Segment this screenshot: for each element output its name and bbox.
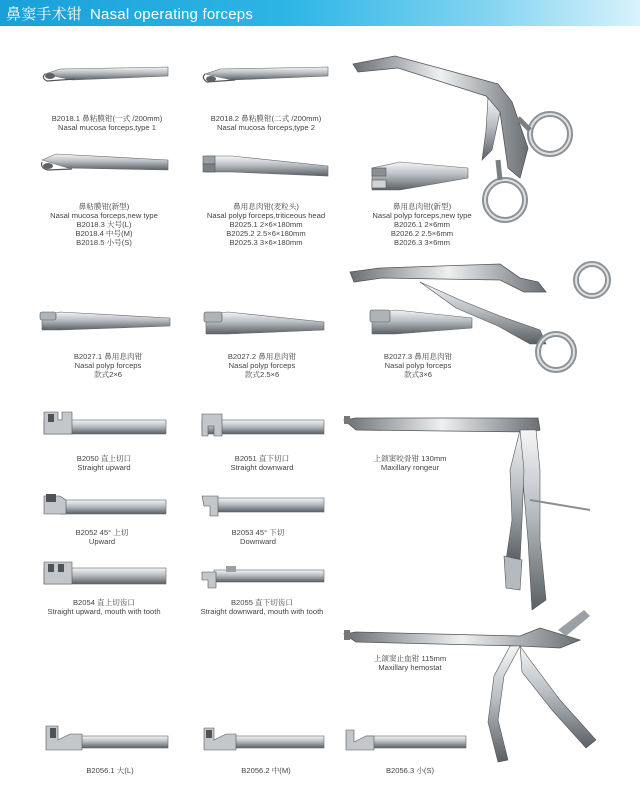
b2056-3-punch-image <box>346 730 466 750</box>
caption-b2053: B2053 45° 下切 Downward <box>231 528 285 546</box>
b2055-punch-image <box>202 566 324 588</box>
caption-b2027-3: B2027.3 鼻用息肉钳 Nasal polyp forceps 款式3×6 <box>383 352 453 379</box>
b2027-1-forceps-image <box>40 312 170 330</box>
caption-b2055: B2055 直下切齿口 Straight downward, mouth with tooth <box>200 598 324 616</box>
b2027-2-forceps-image <box>204 312 324 334</box>
b2056-1-punch-image <box>46 726 168 750</box>
b2025-polyp-forceps-image <box>203 156 328 176</box>
b2027-3-forceps-image <box>370 310 472 334</box>
b2056-2-punch-image <box>204 728 324 750</box>
caption-b2050: B2050 直上切口 Straight upward <box>76 454 132 472</box>
large-polyp-forceps-image <box>353 56 570 220</box>
caption-b2052: B2052 45° 上切 Upward <box>75 528 129 546</box>
caption-b2025: 鼻用息肉钳(麦粒头) Nasal polyp forceps,triticeous head B2025.1 2×6×180mm B2025.2 2.5×6×180mm B2025.3 3×6×180mm <box>206 202 326 247</box>
maxillary-rongeur-image <box>344 416 590 610</box>
b2053-punch-image <box>202 496 324 516</box>
caption-b2051: B2051 直下切口 Straight downward <box>230 454 294 472</box>
caption-b2018-1: B2018.1 鼻粘膜钳(一式 /200mm) Nasal mucosa forceps,type 1 <box>51 114 163 132</box>
title-english: Nasal operating forceps <box>90 6 254 23</box>
caption-b2026: 鼻用息肉钳(新型) Nasal polyp forceps,new type B2026.1 2×6mm B2026.2 2.5×6mm B2026.3 3×6mm <box>372 202 472 247</box>
b2018-2-forceps-image <box>203 67 328 82</box>
caption-b2018-new: 鼻粘膜钳(新型) Nasal mucosa forceps,new type B2018.3 大号(L) B2018.4 中号(M) B2018.5 小号(S) <box>50 202 158 247</box>
b2018-1-forceps-image <box>43 67 168 81</box>
b2051-punch-image <box>202 414 324 436</box>
b2050-punch-image <box>44 412 166 434</box>
b2052-punch-image <box>44 494 166 514</box>
caption-b2056-2: B2056.2 中(M) <box>241 766 291 775</box>
b2054-punch-image <box>44 562 166 584</box>
title-chinese: 鼻窦手术钳 <box>6 6 83 23</box>
b2018-new-forceps-image <box>42 154 168 170</box>
caption-b2018-2: B2018.2 鼻粘膜钳(二式 /200mm) Nasal mucosa forceps,type 2 <box>210 114 322 132</box>
caption-b2056-3: B2056.3 小(S) <box>385 766 435 775</box>
caption-b2056-1: B2056.1 大(L) <box>86 766 134 775</box>
caption-b2054: B2054 直上切齿口 Straight upward, mouth with tooth <box>47 598 161 616</box>
caption-maxillary-hemostat: 上颌窦止血钳 115mm Maxillary hemostat <box>373 654 447 672</box>
b2026-polyp-forceps-image <box>372 162 468 190</box>
caption-b2027-2: B2027.2 鼻用息肉钳 Nasal polyp forceps 款式2.5×6 <box>227 352 297 379</box>
caption-b2027-1: B2027.1 鼻用息肉钳 Nasal polyp forceps 款式2×6 <box>73 352 143 379</box>
caption-maxillary-rongeur: 上颌窦咬骨钳 130mm Maxillary rongeur <box>373 454 447 472</box>
